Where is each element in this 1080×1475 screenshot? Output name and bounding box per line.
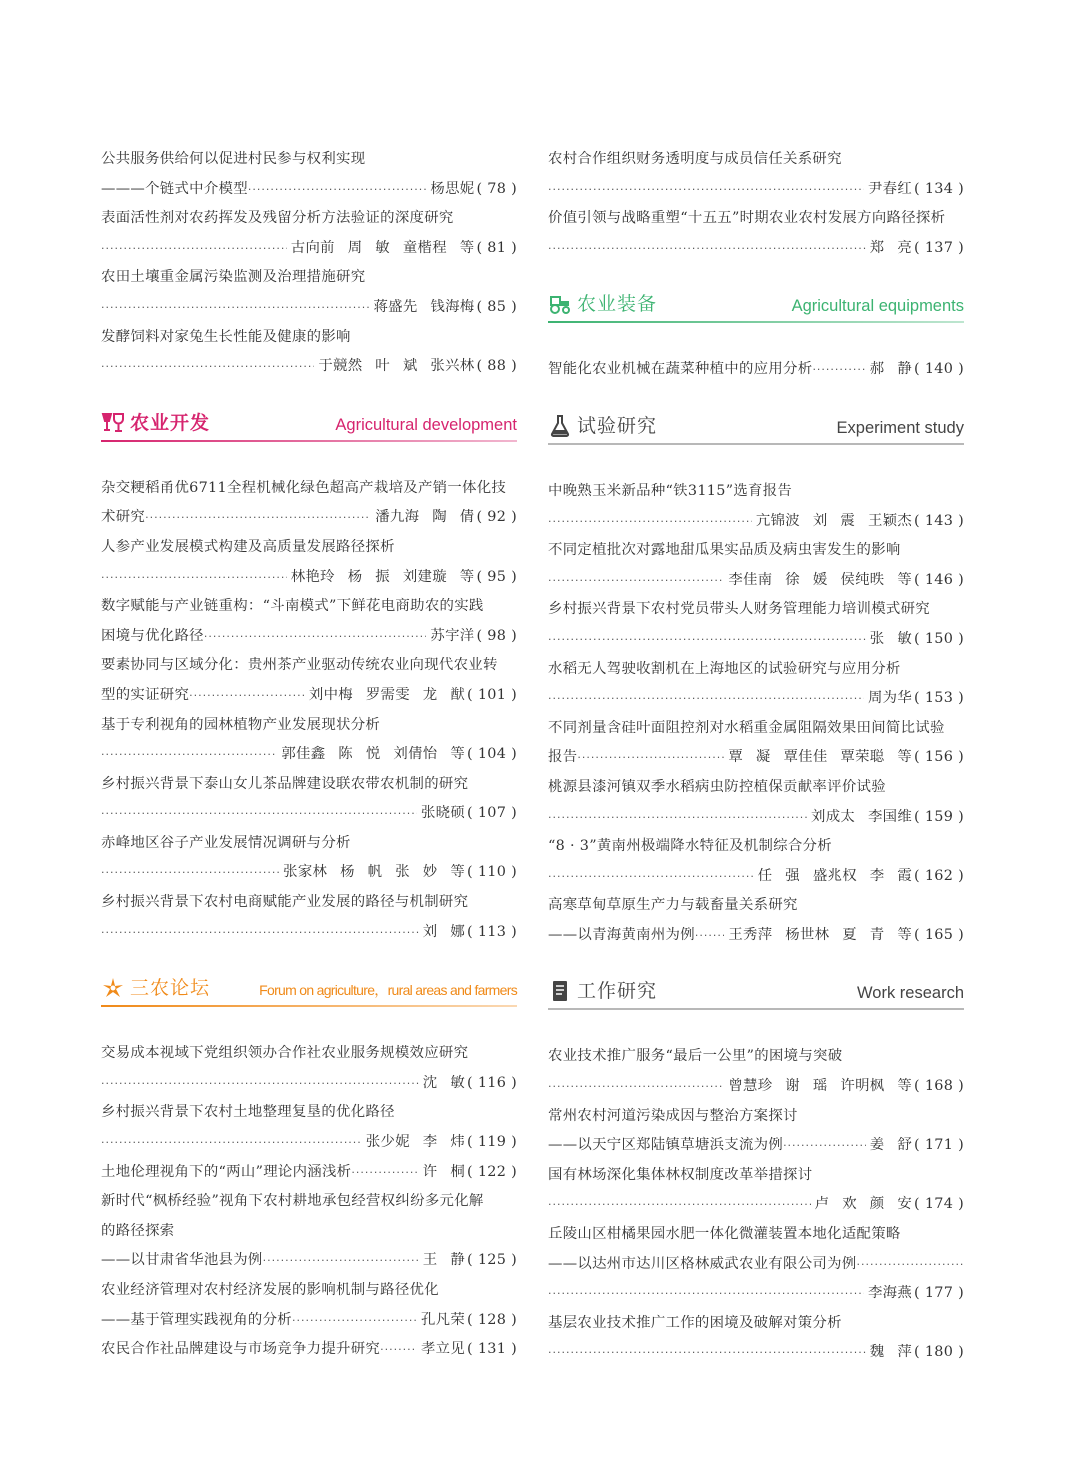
entry-leader-line — [101, 293, 517, 323]
entry-authors: 孝立见 — [420, 1341, 466, 1358]
entry-leader-line — [548, 566, 964, 596]
entry-authors: 张少妮 李 炜 — [365, 1134, 466, 1151]
dot-leader — [101, 352, 314, 382]
entry-leader-line — [101, 1158, 517, 1188]
toc-entry[interactable] — [548, 355, 964, 385]
section-title-en: Agricultural equipments — [791, 297, 964, 316]
entry-title: 数字赋能与产业链重构：“斗南模式”下鲜花电商助农的实践 — [101, 598, 484, 615]
entry-page-number[interactable]: ( 131 ) — [467, 1341, 517, 1358]
entry-title: 人参产业发展模式构建及高质量发展路径探析 — [101, 538, 395, 555]
toc-entry[interactable] — [101, 204, 517, 263]
dot-leader — [189, 681, 305, 711]
dot-leader — [548, 862, 754, 892]
toc-entry[interactable] — [548, 1250, 964, 1280]
section-rule — [101, 440, 517, 442]
entry-page-number[interactable]: ( 140 ) — [914, 361, 964, 378]
entry-leader-line — [548, 625, 964, 655]
entry-leader-line — [101, 918, 517, 948]
dot-leader — [101, 858, 279, 888]
section-rule — [548, 443, 964, 445]
entry-authors: 郝 静 — [869, 361, 913, 378]
section-title-cn: 农业装备 — [577, 293, 658, 316]
entry-authors: 亢锦波 刘 震 王颖杰 — [755, 512, 913, 529]
entry-leader-line — [101, 175, 517, 205]
entry-authors: 孔凡荣 — [420, 1311, 466, 1328]
dot-leader — [101, 799, 417, 829]
entry-title: 乡村振兴背景下泰山女儿茶品牌建设联农带农机制的研究 — [101, 775, 469, 792]
entry-subtitle: 型的实证研究 — [101, 686, 190, 703]
toc-entry[interactable] — [548, 773, 964, 832]
entry-title: 中晚熟玉米新品种“铁3115”选育报告 — [548, 482, 793, 499]
toc-entry[interactable] — [101, 533, 517, 592]
entry-page-number[interactable]: ( 143 ) — [914, 512, 964, 529]
entry-subtitle: ———个链式中介模型 — [101, 180, 248, 197]
dot-leader — [783, 1131, 866, 1161]
dot-leader — [204, 622, 427, 652]
entry-leader-line — [101, 740, 517, 770]
entry-page-number[interactable]: ( 150 ) — [914, 630, 964, 647]
toc-entry[interactable] — [101, 1276, 517, 1335]
entry-subtitle: 农民合作社品牌建设与市场竞争力提升研究 — [101, 1341, 381, 1358]
entry-page-number[interactable]: ( 101 ) — [467, 686, 517, 703]
dot-leader — [101, 293, 369, 323]
dot-leader — [263, 1246, 419, 1276]
entry-subtitle: ——以天宁区郑陆镇草塘浜支流为例 — [548, 1137, 784, 1154]
dot-leader — [101, 1128, 362, 1158]
entry-authors: 李海燕 — [867, 1285, 913, 1302]
toc-entry[interactable] — [101, 888, 517, 947]
toc-entry[interactable] — [101, 145, 517, 204]
dot-leader — [548, 175, 864, 205]
toc-entry[interactable] — [101, 1039, 517, 1098]
dot-leader — [101, 234, 287, 264]
entry-leader-line — [101, 1128, 517, 1158]
entry-group-top-right — [548, 145, 964, 263]
dot-leader — [292, 1306, 417, 1336]
flask-icon — [548, 414, 572, 438]
section-rule — [548, 1008, 964, 1010]
dot-leader — [548, 566, 724, 596]
section-experiment-study — [548, 400, 964, 458]
entry-page-number[interactable]: ( 128 ) — [467, 1311, 517, 1328]
toc-entry[interactable] — [101, 474, 517, 533]
entry-leader-line — [548, 684, 964, 714]
entry-page-number[interactable]: ( 153 ) — [914, 690, 964, 707]
entry-subtitle: 智能化农业机械在蔬菜种植中的应用分析 — [548, 361, 813, 378]
document-icon — [548, 979, 572, 1003]
section-title-cn: 三农论坛 — [130, 977, 211, 1000]
dot-leader — [548, 684, 864, 714]
entry-subtitle: ——以青海黄南州为例 — [548, 926, 695, 943]
entry-title: 农村合作组织财务透明度与成员信任关系研究 — [548, 151, 842, 167]
entry-authors: 覃 凝 覃佳佳 覃荣聪 等 — [728, 749, 913, 766]
entry-title: 常州农村河道污染成因与整治方案探讨 — [548, 1107, 798, 1124]
toc-entry[interactable] — [101, 651, 517, 710]
entry-group-equipment — [548, 355, 964, 385]
section-rule — [101, 1005, 517, 1007]
dot-leader — [101, 918, 419, 948]
entry-authors: 魏 萍 — [869, 1344, 913, 1361]
toc-entry[interactable] — [101, 1187, 517, 1217]
toc-entry[interactable] — [548, 1309, 964, 1368]
entry-authors: 尹春红 — [867, 180, 913, 197]
entry-authors: 刘成太 李国维 — [811, 808, 913, 825]
entry-title: 高寒草甸草原生产力与载畜量关系研究 — [548, 897, 798, 914]
dot-leader — [248, 175, 427, 205]
tractor-icon — [548, 292, 572, 316]
dot-leader — [695, 921, 724, 951]
entry-page-number[interactable]: ( 146 ) — [914, 571, 964, 588]
entry-page-number[interactable]: ( 116 ) — [467, 1074, 517, 1091]
entry-subtitle: ——以甘肃省华池县为例 — [101, 1252, 263, 1269]
entry-subtitle: 报告 — [548, 749, 578, 766]
toc-entry[interactable] — [548, 595, 964, 654]
entry-page-number[interactable]: ( 177 ) — [914, 1285, 964, 1302]
lily-flower-icon — [101, 976, 125, 1000]
entry-title: 不同剂量含硅叶面阻控剂对水稻重金属阻隔效果田间简比试验 — [548, 719, 945, 736]
entry-authors: 卢 欢 颜 安 — [814, 1196, 913, 1213]
toc-entry[interactable] — [548, 832, 964, 891]
entry-leader-line — [548, 234, 964, 264]
entry-authors: 杨思妮 — [430, 180, 475, 197]
entry-page-number[interactable]: ( 134 ) — [914, 180, 964, 197]
entry-authors: 沈 敏 — [422, 1074, 466, 1091]
toc-entry[interactable] — [548, 145, 964, 204]
entry-title: “8 · 3”黄南州极端降水特征及机制综合分析 — [548, 838, 832, 855]
entry-leader-line — [548, 175, 964, 205]
entry-leader-line — [101, 352, 517, 382]
entry-authors: 王 静 — [422, 1252, 466, 1269]
toc-entry[interactable] — [548, 655, 964, 714]
entry-page-number[interactable]: ( 110 ) — [467, 864, 517, 881]
dot-leader — [548, 234, 866, 264]
entry-leader-line — [548, 1072, 964, 1102]
left-column — [101, 145, 517, 1365]
entry-title: 交易成本视域下党组织领办合作社农业服务规模效应研究 — [101, 1045, 469, 1062]
entry-page-number[interactable]: ( 125 ) — [467, 1252, 517, 1269]
entry-page-number[interactable]: ( 92 ) — [476, 509, 517, 526]
entry-leader-line — [101, 563, 517, 593]
entry-subtitle: 困境与优化路径 — [101, 627, 204, 644]
toc-entry[interactable] — [548, 204, 964, 263]
entry-page-number[interactable]: ( 122 ) — [467, 1163, 517, 1180]
entry-page-number[interactable]: ( 119 ) — [467, 1134, 517, 1151]
section-title-en: Work research — [857, 984, 964, 1003]
entry-subtitle: ——以达州市达川区格林威武农业有限公司为例 — [548, 1255, 857, 1272]
entry-authors: 苏宇洋 — [430, 627, 475, 644]
section-title-en: Agricultural development — [335, 415, 517, 434]
dot-leader — [548, 803, 807, 833]
entry-authors: 刘 娜 — [422, 923, 466, 940]
dot-leader — [548, 1279, 864, 1309]
right-column — [548, 145, 964, 1368]
entry-title: 公共服务供给何以促进村民参与权利实现 — [101, 151, 366, 167]
entry-subtitle: ——基于管理实践视角的分析 — [101, 1311, 292, 1328]
entry-page-number[interactable]: ( 104 ) — [467, 746, 517, 763]
entry-page-number[interactable]: ( 174 ) — [914, 1196, 964, 1213]
entry-leader-line — [101, 1069, 517, 1099]
entry-page-number[interactable]: ( 78 ) — [476, 180, 517, 197]
section-title-cn: 试验研究 — [577, 414, 658, 437]
entry-group-top-left — [101, 145, 517, 382]
entry-authors: 刘中梅 罗需雯 龙 猷 — [308, 686, 466, 703]
dot-leader — [548, 625, 866, 655]
entry-title: 农业技术推广服务“最后一公里”的困境与突破 — [548, 1048, 843, 1065]
dot-leader — [145, 503, 371, 533]
toc-entry[interactable] — [101, 770, 517, 829]
section-three-rural-forum — [101, 962, 517, 1020]
entry-leader-line — [548, 1250, 964, 1280]
entry-title: 基于专利视角的园林植物产业发展现状分析 — [101, 716, 381, 733]
dot-leader — [101, 1069, 419, 1099]
entry-page-number[interactable]: ( 81 ) — [476, 239, 517, 256]
entry-leader-line — [101, 622, 517, 652]
entry-page-number[interactable]: ( 180 ) — [914, 1344, 964, 1361]
entry-page-number[interactable]: ( 159 ) — [914, 808, 964, 825]
entry-title: 乡村振兴背景下农村党员带头人财务管理能力培训模式研究 — [548, 601, 930, 618]
entry-leader-line — [101, 858, 517, 888]
entry-subtitle: 土地伦理视角下的“两山”理论内涵浅析 — [101, 1163, 352, 1180]
entry-title: 价值引领与战略重塑“十五五”时期农业农村发展方向路径探析 — [548, 210, 946, 227]
toc-entry[interactable] — [101, 711, 517, 770]
entry-page-number[interactable]: ( 137 ) — [914, 239, 964, 256]
entry-authors: 任 强 盛兆权 李 霞 — [757, 867, 913, 884]
entry-leader-line — [548, 1190, 964, 1220]
entry-title: 的路径探索 — [101, 1222, 175, 1239]
dot-leader — [548, 1072, 724, 1102]
entry-authors: 李佳南 徐 媛 侯纯昳 等 — [728, 571, 913, 588]
toc-entry[interactable] — [101, 263, 517, 322]
entry-authors: 郭佳鑫 陈 悦 刘倩怡 等 — [281, 746, 466, 763]
entry-title: 不同定植批次对露地甜瓜果实品质及病虫害发生的影响 — [548, 542, 901, 559]
toc-entry[interactable] — [101, 1158, 517, 1188]
entry-leader-line — [101, 1246, 517, 1276]
entry-title: 丘陵山区柑橘果园水肥一体化微灌装置本地化适配策略 — [548, 1226, 901, 1243]
entry-title: 农田土壤重金属污染监测及治理措施研究 — [101, 269, 366, 286]
entry-leader-line — [101, 799, 517, 829]
entry-authors: 潘九海 陶 倩 — [375, 509, 475, 526]
section-agricultural-equipments — [548, 278, 964, 336]
entry-title: 要素协同与区域分化：贵州茶产业驱动传统农业向现代农业转 — [101, 657, 498, 674]
entry-leader-line — [101, 234, 517, 264]
dot-leader — [548, 1190, 811, 1220]
toc-entry[interactable] — [548, 891, 964, 950]
entry-title: 赤峰地区谷子产业发展情况调研与分析 — [101, 834, 351, 851]
entry-leader-line — [548, 743, 964, 773]
section-title-cn: 工作研究 — [577, 980, 658, 1003]
toc-entry[interactable] — [101, 1098, 517, 1157]
dot-leader — [101, 740, 277, 770]
entry-leader-line — [548, 1279, 964, 1309]
entry-title: 表面活性剂对农药挥发及残留分析方法验证的深度研究 — [101, 210, 454, 227]
entry-leader-line — [101, 1335, 517, 1365]
entry-title: 水稻无人驾驶收割机在上海地区的试验研究与应用分析 — [548, 660, 901, 677]
entry-authors: 曾慧珍 谢 瑶 许明枫 等 — [728, 1078, 913, 1095]
entry-title: 桃源县漆河镇双季水稻病虫防控植保贡献率评价试验 — [548, 778, 886, 795]
entry-leader-line — [101, 503, 517, 533]
entry-title: 发酵饲料对家兔生长性能及健康的影响 — [101, 328, 351, 345]
entry-authors: 于競然 叶 斌 张兴林 — [318, 358, 475, 375]
entry-subtitle: 术研究 — [101, 509, 146, 526]
dot-leader — [548, 1338, 866, 1368]
entry-leader-line — [548, 862, 964, 892]
entry-title: 基层农业技术推广工作的困境及破解对策分析 — [548, 1314, 842, 1331]
entry-authors: 许 桐 — [422, 1163, 466, 1180]
entry-authors: 王秀萍 杨世林 夏 青 等 — [728, 926, 913, 943]
entry-authors: 周为华 — [867, 690, 913, 707]
entry-title: 国有林场深化集体林权制度改革举措探讨 — [548, 1166, 813, 1183]
entry-group-development — [101, 474, 517, 948]
entry-title: 新时代“枫桥经验”视角下农村耕地承包经营权纠纷多元化解 — [101, 1193, 484, 1210]
entry-title: 乡村振兴背景下农村土地整理复垦的优化路径 — [101, 1104, 395, 1121]
entry-leader-line — [101, 1306, 517, 1336]
entry-page-number[interactable]: ( 162 ) — [914, 867, 964, 884]
entry-leader-line — [548, 1338, 964, 1368]
entry-leader-line — [548, 921, 964, 951]
entry-authors: 蒋盛先 钱海梅 — [373, 298, 475, 315]
toc-entry[interactable] — [548, 536, 964, 595]
toc-entry[interactable] — [101, 1217, 517, 1276]
entry-title: 农业经济管理对农村经济发展的影响机制与路径优化 — [101, 1282, 439, 1298]
entry-authors: 姜 舒 — [869, 1137, 913, 1154]
entry-authors: 郑 亮 — [869, 239, 913, 256]
entry-page-number[interactable]: ( 98 ) — [476, 627, 517, 644]
entry-authors: 张晓硕 — [420, 805, 466, 822]
dot-leader — [577, 743, 724, 773]
toc-entry[interactable] — [548, 1042, 964, 1101]
entry-title: 乡村振兴背景下农村电商赋能产业发展的路径与机制研究 — [101, 894, 469, 911]
section-agricultural-development — [101, 397, 517, 455]
toc-entry[interactable] — [548, 1161, 964, 1220]
toc-entry[interactable] — [548, 1102, 964, 1161]
entry-page-number[interactable]: ( 171 ) — [914, 1137, 964, 1154]
entry-page-number[interactable]: ( 107 ) — [467, 805, 517, 822]
dot-leader — [101, 563, 287, 593]
entry-group-experiment — [548, 477, 964, 951]
section-title-en: Forum on agriculture，rural areas and farmers — [259, 982, 517, 999]
entry-authors: 林艳玲 杨 振 刘建璇 等 — [290, 568, 475, 585]
entry-leader-line — [548, 507, 964, 537]
entry-leader-line — [548, 803, 964, 833]
dot-leader — [857, 1250, 964, 1280]
entry-group-work — [548, 1042, 964, 1368]
entry-authors: 古向前 周 敏 童楷程 等 — [290, 239, 475, 256]
toc-entry[interactable] — [548, 477, 964, 536]
entry-page-number[interactable]: ( 168 ) — [914, 1078, 964, 1095]
toc-entry[interactable] — [101, 323, 517, 382]
section-title-cn: 农业开发 — [130, 411, 211, 434]
section-title-en: Experiment study — [836, 418, 964, 437]
entry-title: 杂交粳稻甬优6711全程机械化绿色超高产栽培及产销一体化技 — [101, 479, 507, 496]
entry-leader-line — [101, 681, 517, 711]
dot-leader — [351, 1158, 418, 1188]
toc-entry[interactable] — [101, 592, 517, 651]
entry-page-number[interactable]: ( 165 ) — [914, 926, 964, 943]
entry-group-forum — [101, 1039, 517, 1365]
dot-leader — [380, 1335, 417, 1365]
section-work-research — [548, 965, 964, 1023]
entry-leader-line — [548, 355, 964, 385]
dot-leader — [812, 355, 865, 385]
section-rule — [548, 321, 964, 323]
entry-authors: 张 敏 — [869, 630, 913, 647]
entry-page-number[interactable]: ( 85 ) — [476, 298, 517, 315]
toc-entry[interactable] — [101, 1335, 517, 1365]
toc-entry[interactable] — [101, 829, 517, 888]
cup-trophy-icon — [101, 411, 125, 435]
entry-page-number[interactable]: ( 156 ) — [914, 749, 964, 766]
toc-entry[interactable] — [548, 714, 964, 773]
entry-authors: 张家林 杨 帆 张 妙 等 — [283, 864, 466, 881]
entry-leader-line — [548, 1131, 964, 1161]
entry-page-number[interactable]: ( 95 ) — [476, 568, 517, 585]
toc-entry[interactable] — [548, 1279, 964, 1309]
entry-page-number[interactable]: ( 113 ) — [467, 923, 517, 940]
entry-page-number[interactable]: ( 88 ) — [476, 358, 517, 375]
toc-entry[interactable] — [548, 1220, 964, 1250]
dot-leader — [548, 507, 752, 537]
